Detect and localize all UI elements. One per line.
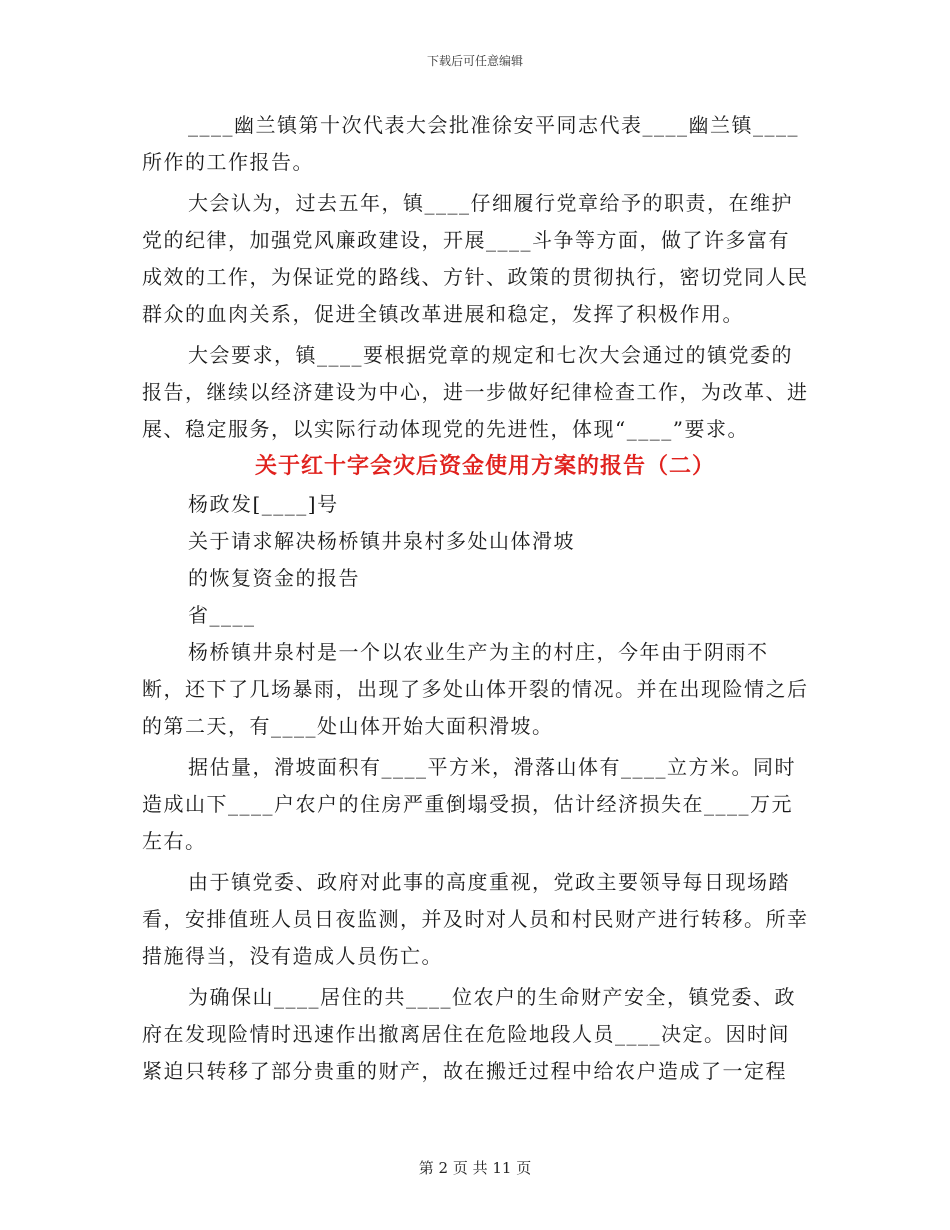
- paragraph-situation: 杨桥镇井泉村是一个以农业生产为主的村庄，今年由于阴雨不断，还下了几场暴雨，出现了多处山体开裂的情况。并在出现险情之后的第二天，有____处山体开始大面积滑坡。: [142, 640, 809, 738]
- paragraph-estimate: 据估量，滑坡面积有____平方米，滑落山体有____立方米。同时造成山下____户农户的住房严重倒塌受损，估计经济损失在____万元左右。: [142, 755, 796, 853]
- document-number: 杨政发[____]号: [188, 492, 339, 516]
- subject-line-2: 的恢复资金的报告: [188, 566, 360, 590]
- paragraph-response: 由于镇党委、政府对此事的高度重视，党政主要领导每日现场踏看，安排值班人员日夜监测，并及时对人员和村民财产进行转移。所幸措施得当，没有造成人员伤亡。: [142, 870, 809, 968]
- paragraph-assessment: 大会认为，过去五年，镇____仔细履行党章给予的职责，在维护党的纪律，加强党风廉政建设，开展____斗争等方面，做了许多富有成效的工作，为保证党的路线、方针、政策的贯彻执行，密切党同人民群众的血肉关系，促进全镇改革进展和稳定，发挥了积极作用。: [142, 191, 809, 326]
- page-header: 下载后可任意编辑: [426, 54, 523, 68]
- addressee: 省____: [188, 603, 256, 627]
- document-body: [142, 107, 810, 1090]
- page-number: 第 2 页 共 11 页: [418, 1159, 532, 1177]
- paragraph-approval: ____幽兰镇第十次代表大会批准徐安平同志代表____幽兰镇____所作的工作报告。: [142, 113, 799, 174]
- subject-line-1: 关于请求解决杨桥镇井泉村多处山体滑坡: [188, 529, 575, 553]
- paragraph-requirements: 大会要求，镇____要根据党章的规定和七次大会通过的镇党委的报告，继续以经济建设为中心，进一步做好纪律检查工作，为改革、进展、稳定服务，以实际行动体现党的先进性，体现“____”要求。: [142, 343, 809, 441]
- section-title: 关于红十字会灾后资金使用方案的报告（二）: [254, 454, 715, 479]
- paragraph-evacuation: 为确保山____居住的共____位农户的生命财产安全，镇党委、政府在发现险情时迅速作出撤离居住在危险地段人员____决定。因时间紧迫只转移了部分贵重的财产，故在搬迁过程中给农户造成了一定程: [142, 985, 796, 1083]
